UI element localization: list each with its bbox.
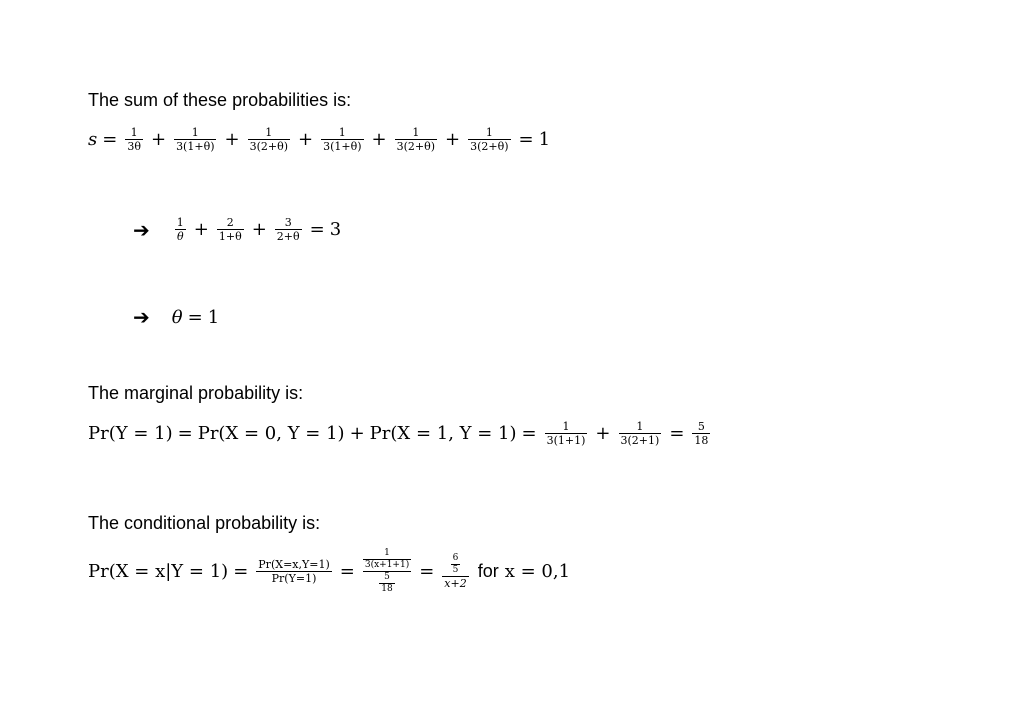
heading-marginal: The marginal probability is: [88,383,304,403]
heading-sum: The sum of these probabilities is: [88,90,352,110]
fraction: $\frac{1}{3(1+\theta)}$ [323,126,362,153]
heading-conditional: The conditional probability is: [88,513,321,533]
nested-fraction: $\frac{\frac{6}{5}}{x+2}$ [444,553,467,590]
fraction: $\frac{1}{3(2+1)}$ [620,420,660,447]
equation-marginal: Pr(Y = 1) = Pr(X = 0, Y = 1) + Pr(X = 1, Y = 1) = $\frac{1}{3(1+1)}$ + $\frac{1}{3(2+1)}$ = $\frac{5}{18}$ [88,420,709,447]
fraction: $\frac{1}{\theta}$ [176,216,184,243]
var-s: s [88,129,98,150]
arrow-icon: ➔ [133,305,150,329]
arrow-icon: ➔ [133,217,150,242]
equation-theta: ➔ θ = 1 [133,305,220,329]
fraction: $\frac{5}{18}$ [694,420,709,447]
fraction: $\frac{1}{3(2+\theta)}$ [470,126,509,153]
equation-sum: s = $\frac{1}{3\theta}$ + $\frac{1}{3(1+\theta)}$ + $\frac{1}{3(2+\theta)}$ + $\frac{1}{3(1+\theta)}$ + $\frac{1}{3(2+\theta)}$ + $\frac{1}{3(2+\theta)}$ = 1 [88,126,551,153]
fraction: $\frac{2}{1+\theta}$ [218,216,242,243]
fraction: $\frac{1}{3\theta}$ [127,126,141,153]
equation-conditional: Pr(X = x|Y = 1) = $\frac{Pr(X=x,Y=1)}{Pr(Y=1)}$ = $\frac{\frac{1}{3(x+1+1)}}{\frac{5}{18}}$ = $\frac{\frac{6}{5}}{x+2}$ for x = 0,1 [88,548,571,594]
fraction: $\frac{3}{2+\theta}$ [276,216,300,243]
nested-fraction: $\frac{\frac{1}{3(x+1+1)}}{\frac{5}{18}}$ [364,548,410,594]
fraction: $\frac{Pr(X=x,Y=1)}{Pr(Y=1)}$ [258,558,330,585]
fraction: $\frac{1}{3(1+1)}$ [546,420,586,447]
equation-simplified: ➔ $\frac{1}{\theta}$ + $\frac{2}{1+\theta}$ + $\frac{3}{2+\theta}$ = 3 [133,216,342,243]
fraction: $\frac{1}{3(1+\theta)}$ [176,126,215,153]
fraction: $\frac{1}{3(2+\theta)}$ [396,126,436,153]
fraction: $\frac{1}{3(2+\theta)}$ [249,126,288,153]
